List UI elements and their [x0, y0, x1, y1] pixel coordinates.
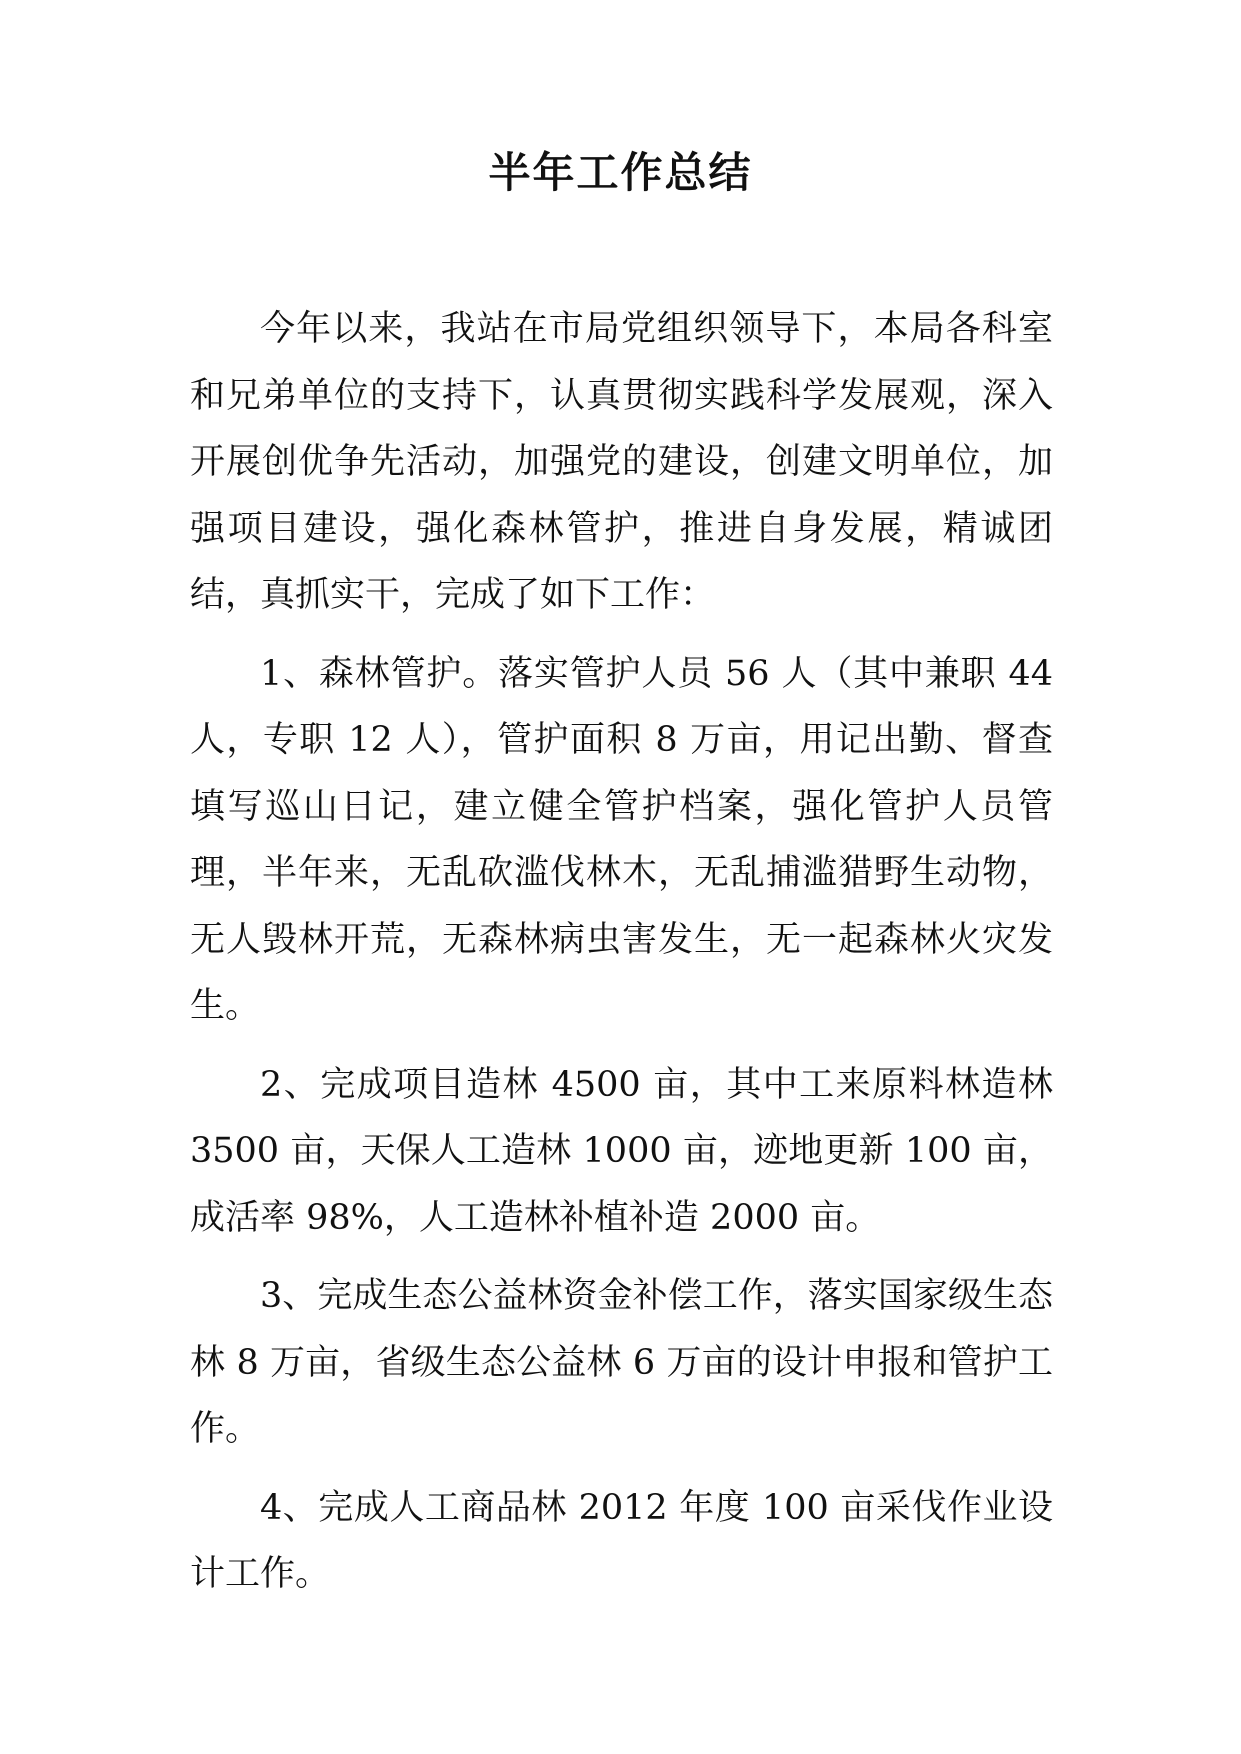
forest-protection-paragraph: 1、森林管护。落实管护人员 56 人（其中兼职 44 人，专职 12 人），管护面积 8 万亩，用记出勤、督查填写巡山日记，建立健全管护档案，强化管护人员管理，半年来，无乱砍滥伐林木，无乱捕滥猎野生动物，无人毁林开荒，无森林病虫害发生，无一起森林火灾发生。	[190, 653, 1053, 1026]
ecological-compensation-paragraph: 3、完成生态公益林资金补偿工作，落实国家级生态林 8 万亩，省级生态公益林 6 万亩的设计申报和管护工作。	[190, 1276, 1053, 1449]
afforestation-paragraph: 2、完成项目造林 4500 亩，其中工来原料林造林 3500 亩，天保人工造林 1000 亩，迹地更新 100 亩，成活率 98%，人工造林补植补造 2000 亩。	[190, 1064, 1053, 1238]
harvest-design-paragraph: 4、完成人工商品林 2012 年度 100 亩采伐作业设计工作。	[190, 1487, 1053, 1594]
document-title: 半年工作总结	[488, 148, 753, 197]
intro-paragraph: 今年以来，我站在市局党组织领导下，本局各科室和兄弟单位的支持下，认真贯彻实践科学发展观，深入开展创优争先活动，加强党的建设，创建文明单位，加强项目建设，强化森林管护，推进自身发展，精诚团结，真抓实干，完成了如下工作：	[190, 309, 1053, 615]
document-body	[190, 296, 1053, 1608]
